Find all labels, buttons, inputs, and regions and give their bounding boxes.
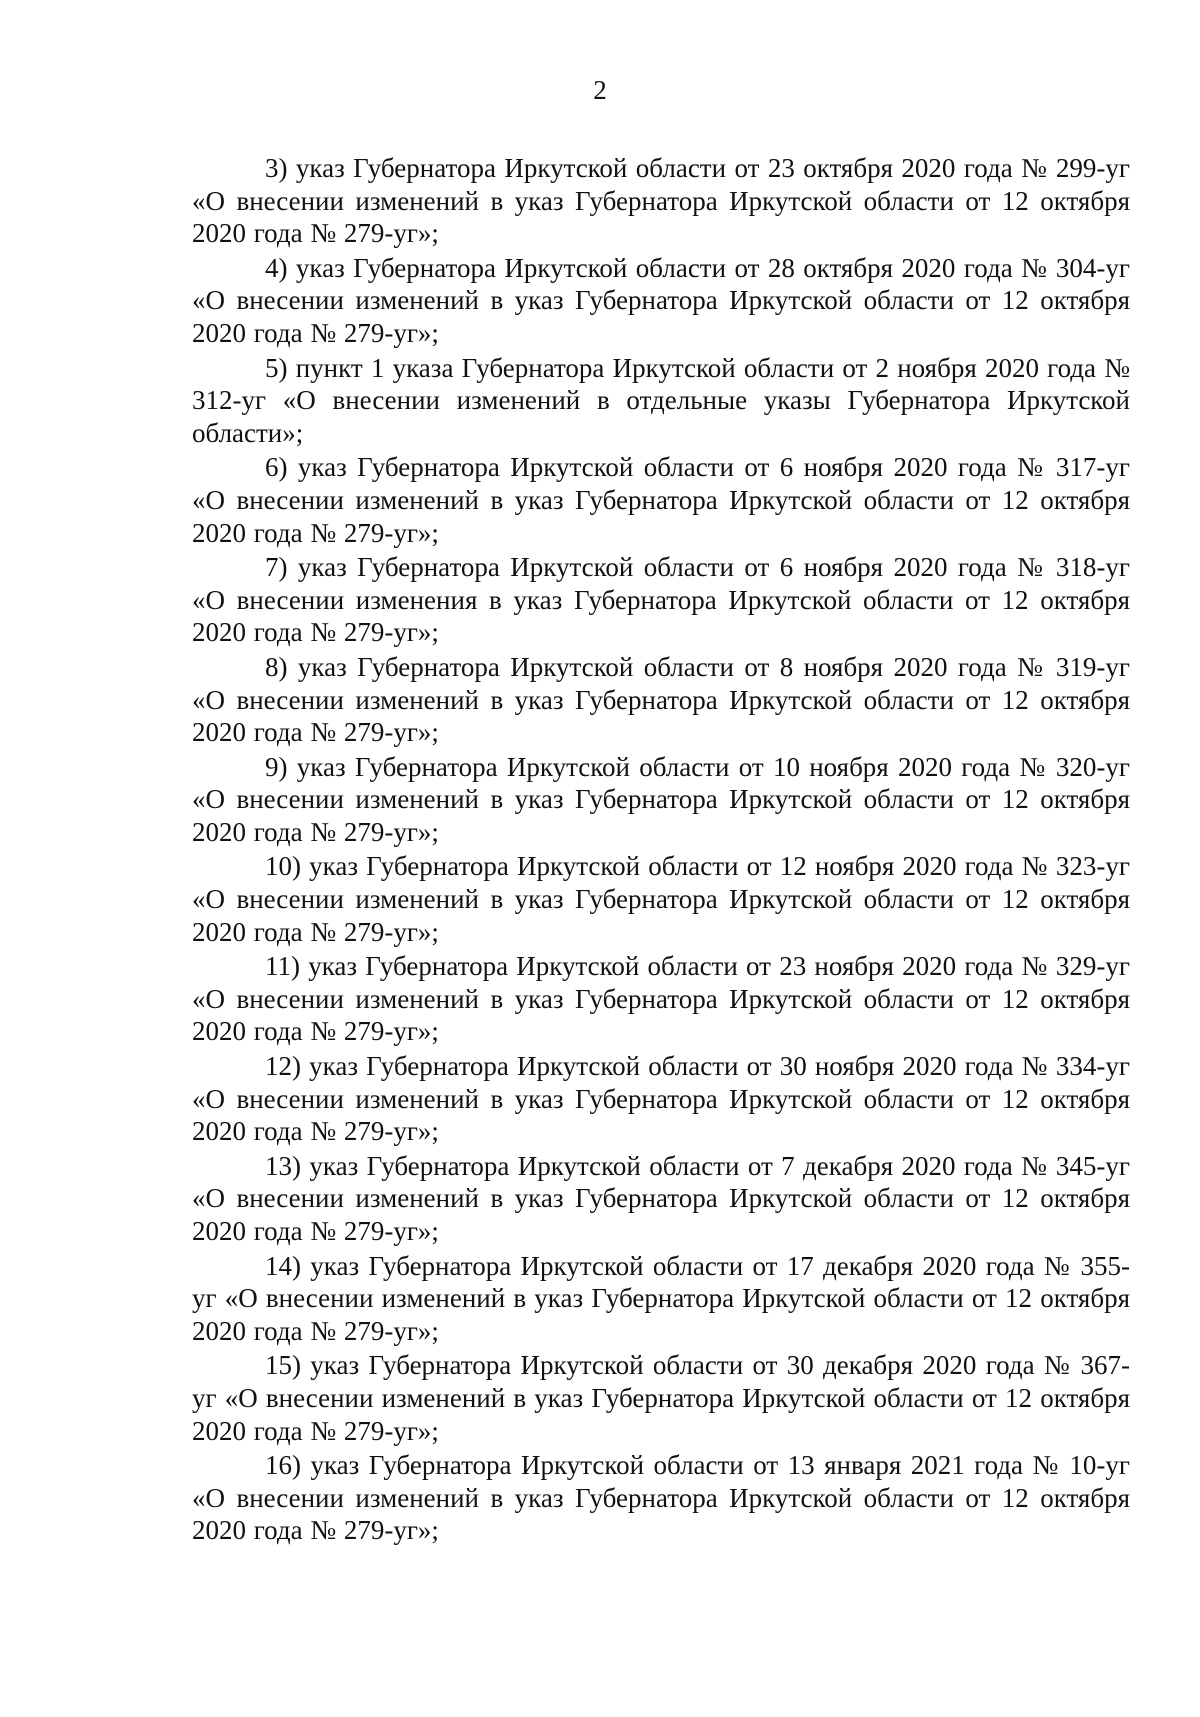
list-item: 3) указ Губернатора Иркутской области от 23 октября 2020 года № 299-уг «О внесении изменений в указ Губернатора Иркутской области от 12 октября 2020 года № 279-уг»;	[192, 153, 1130, 249]
list-item: 12) указ Губернатора Иркутской области от 30 ноября 2020 года № 334-уг «О внесении изменений в указ Губернатора Иркутской области от 12 октября 2020 года № 279-уг»;	[192, 1051, 1130, 1147]
list-item: 14) указ Губернатора Иркутской области от 17 декабря 2020 года № 355-уг «О внесении изменений в указ Губернатора Иркутской области от 12 октября 2020 года № 279-уг»;	[192, 1250, 1130, 1346]
list-item: 4) указ Губернатора Иркутской области от 28 октября 2020 года № 304-уг «О внесении изменений в указ Губернатора Иркутской области от 12 октября 2020 года № 279-уг»;	[192, 252, 1130, 348]
list-item: 8) указ Губернатора Иркутской области от 8 ноября 2020 года № 319-уг «О внесении изменений в указ Губернатора Иркутской области от 12 октября 2020 года № 279-уг»;	[192, 651, 1130, 748]
list-item: 10) указ Губернатора Иркутской области от 12 ноября 2020 года № 323-уг «О внесении изменений в указ Губернатора Иркутской области от 12 октября 2020 года № 279-уг»;	[192, 851, 1130, 947]
list-item: 7) указ Губернатора Иркутской области от 6 ноября 2020 года № 318-уг «О внесении изменения в указ Губернатора Иркутской области от 12 октября 2020 года № 279-уг»;	[192, 552, 1130, 648]
list-item: 9) указ Губернатора Иркутской области от 10 ноября 2020 года № 320-уг «О внесении изменений в указ Губернатора Иркутской области от 12 октября 2020 года № 279-уг»;	[192, 751, 1130, 847]
page-number: 2	[593, 75, 607, 105]
list-item: 6) указ Губернатора Иркутской области от 6 ноября 2020 года № 317-уг «О внесении изменений в указ Губернатора Иркутской области от 12 октября 2020 года № 279-уг»;	[192, 452, 1130, 548]
decree-list	[192, 152, 1130, 1549]
list-item: 5) пункт 1 указа Губернатора Иркутской области от 2 ноября 2020 года № 312-уг «О внесении изменений в отдельные указы Губернатора Иркутской области»;	[192, 352, 1130, 448]
list-item: 15) указ Губернатора Иркутской области от 30 декабря 2020 года № 367-уг «О внесении изменений в указ Губернатора Иркутской области от 12 октября 2020 года № 279-уг»;	[192, 1350, 1130, 1446]
list-item: 16) указ Губернатора Иркутской области от 13 января 2021 года № 10-уг «О внесении изменений в указ Губернатора Иркутской области от 12 октября 2020 года № 279-уг»;	[192, 1450, 1130, 1546]
list-item: 11) указ Губернатора Иркутской области от 23 ноября 2020 года № 329-уг «О внесении изменений в указ Губернатора Иркутской области от 12 октября 2020 года № 279-уг»;	[192, 951, 1130, 1047]
list-item: 13) указ Губернатора Иркутской области от 7 декабря 2020 года № 345-уг «О внесении изменений в указ Губернатора Иркутской области от 12 октября 2020 года № 279-уг»;	[192, 1150, 1130, 1246]
